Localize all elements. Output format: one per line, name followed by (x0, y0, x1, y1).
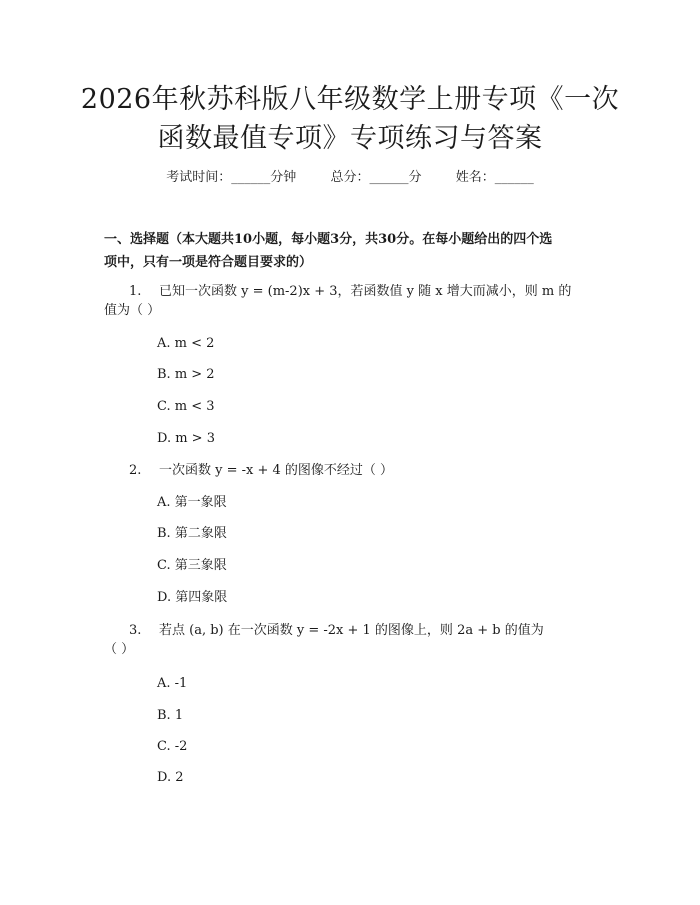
exam-time-field: 考试时间：______分钟 (166, 170, 297, 185)
section-heading (104, 228, 604, 274)
question-3-number: 3. (129, 623, 142, 638)
question-2-option-c: C. 第三象限 (157, 558, 227, 573)
question-2-option-a: A. 第一象限 (157, 495, 227, 510)
section-heading-line-2: 项中，只有一项是符合题目要求的） (104, 255, 313, 270)
question-1-option-a: A. m < 2 (157, 336, 215, 351)
question-2 (129, 462, 393, 480)
question-1-option-c: C. m < 3 (157, 399, 215, 414)
total-score-field: 总分：______分 (330, 170, 422, 185)
title-line-2: 函数最值专项》专项练习与答案 (157, 123, 543, 154)
question-2-option-b: B. 第二象限 (157, 526, 227, 541)
question-3-option-a: A. -1 (157, 676, 188, 691)
document-title (60, 80, 640, 158)
question-2-text-line-1: 一次函数 y = -x + 4 的图像不经过（ ） (159, 463, 394, 478)
question-3-option-d: D. 2 (157, 770, 184, 785)
question-3-text-line-1: 若点 (a, b) 在一次函数 y = -2x + 1 的图像上，则 2a + b 的值为 (159, 623, 544, 638)
question-2-option-d: D. 第四象限 (157, 590, 228, 605)
question-1-number: 1. (129, 284, 142, 299)
question-2-number: 2. (129, 463, 142, 478)
question-3 (129, 622, 544, 640)
student-name-field: 姓名：______ (455, 170, 534, 185)
question-1-option-d: D. m > 3 (157, 431, 215, 446)
question-1-text-line-1: 已知一次函数 y = (m-2)x + 3，若函数值 y 随 x 增大而减小，则 m 的 (159, 284, 572, 299)
exam-info-row (0, 166, 700, 185)
question-3-text-line-2: （ ） (104, 642, 135, 657)
section-heading-line-1: 一、选择题（本大题共10小题，每小题3分，共30分。在每小题给出的四个选 (104, 232, 553, 247)
question-1 (129, 283, 571, 301)
question-1-option-b: B. m > 2 (157, 367, 215, 382)
question-1-text-line-2: 值为（ ） (104, 303, 161, 318)
title-line-1: 2026年秋苏科版八年级数学上册专项《一次 (80, 84, 620, 115)
question-3-option-b: B. 1 (157, 708, 184, 723)
question-3-option-c: C. -2 (157, 739, 188, 754)
